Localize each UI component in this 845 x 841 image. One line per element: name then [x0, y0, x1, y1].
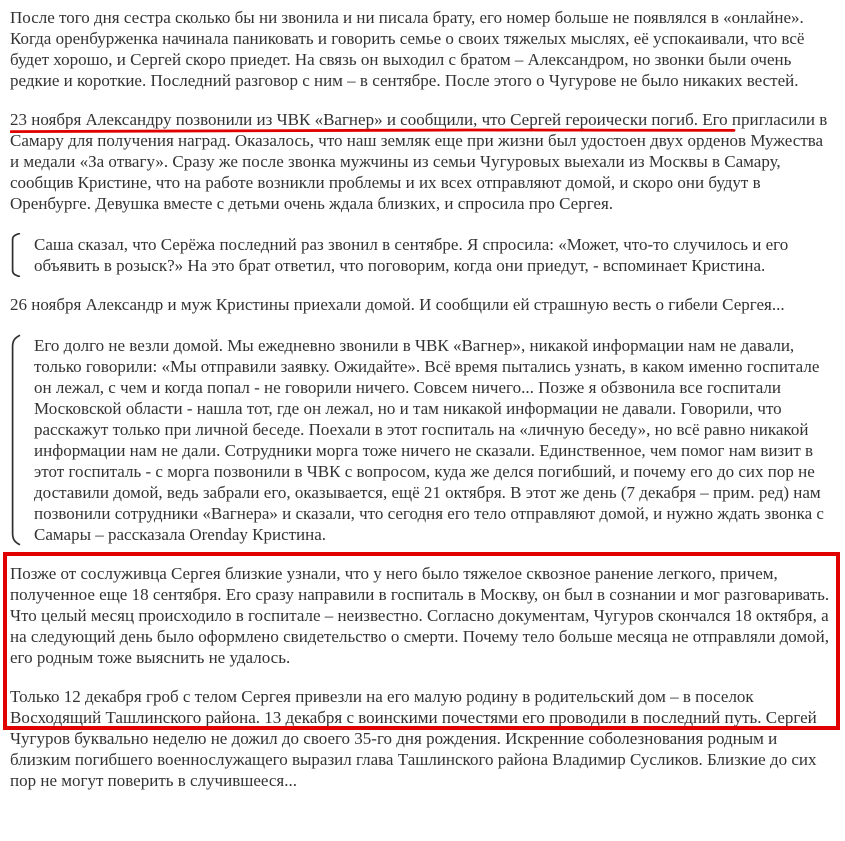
paragraph-wagner-call-wrap	[10, 109, 836, 214]
quote-text: Саша сказал, что Серёжа последний раз звонил в сентябре. Я спросила: «Может, что-то случилось и его объявить в розыск?» На это брат ответил, что поговорим, когда они приедут, - вспоминает Кристина.	[34, 235, 789, 275]
paragraph-wagner-call: 23 ноября Александру позвонили из ЧВК «Вагнер» и сообщили, что Сергей героически погиб. Его пригласили в Самару для получения наград. Оказалось, что наш земляк еще при жизни был удостоен двух орденов Мужества и медали «За отвагу». Сразу же после звонка мужчины из семьи Чугуровых выехали из Москвы в Самару, сообщив Кристине, что на работе возникли проблемы и их всех отправляют домой, и скоро они будут в Оренбурге. Девушка вместе с детьми очень ждала близких, и спросила про Сергея.	[10, 110, 828, 213]
quote-kristina-recalls	[10, 232, 836, 278]
quote-hospital-search	[10, 333, 836, 547]
paragraph-november26: 26 ноября Александр и муж Кристины приехали домой. И сообщили ей страшную весть о гибели Сергея...	[10, 295, 785, 314]
paragraph-funeral: Только 12 декабря гроб с телом Сергея привезли на его малую родину в родительский дом – в поселок Восходящий Ташлинского района. 13 декабря с воинскими почестями его проводили в последний путь. Сергей Чугуров буквально неделю не дожил до своего 35-го дня рождения. Искренние соболезнования родным и близким погибшего военнослужащего выразил глава Ташлинского района Владимир Сусликов. Близкие до сих пор не могут поверить в случившееся...	[10, 687, 817, 790]
article-body	[10, 7, 836, 791]
paragraph-no-contact: После того дня сестра сколько бы ни звонила и ни писала брату, его номер больше не появлялся в «онлайне». Когда оренбурженка начинала паниковать и говорить семье о своих тяжелых мыслях, её успокаивали, что всё будет хорошо, и Сергей скоро приедет. На связь он выходил с братом – Александром, но звонки были очень редкие и короткие. Последний разговор с ним – в сентябре. После этого о Чугурове не было никаких вестей.	[10, 8, 805, 90]
boxed-section	[10, 563, 836, 791]
quote-bracket-icon	[10, 334, 21, 546]
quote-text: Его долго не везли домой. Мы ежедневно звонили в ЧВК «Вагнер», никакой информации нам не давали, только говорили: «Мы отправили заявку. Ожидайте». Всё время пытались узнать, в каком именно госпитале он лежал, с чем и когда попал - не говорили ничего. Совсем ничего... Позже я обзвонила все госпитали Московской области - нашла тот, где он лежал, но и там никакой информации не давали. Говорили, что расскажут только при личной беседе. Поехали в этот госпиталь на «личную беседу», но всё равно никакой информации нам не дали. Сотрудники морга тоже ничего не сказали. Единственное, чем помог нам визит в этот госпиталь - с морга позвонили в ЧВК с вопросом, куда же делся погибший, и почему его до сих пор не доставили домой, ведь забрали его, оказывается, ещё 21 октября. В этот же день (7 декабря – прим. ред) нам позвонили сотрудники «Вагнера» и сказали, что сегодня его тело отправляют домой, и нужно ждать звонка с Самары – рассказала Orenday Кристина.	[34, 336, 824, 544]
paragraph-wound-details: Позже от сослуживца Сергея близкие узнали, что у него было тяжелое сквозное ранение легкого, причем, полученное еще 18 сентября. Его сразу направили в госпиталь в Москву, он был в сознании и мог разговаривать. Что целый месяц происходило в госпитале – неизвестно. Согласно документам, Чугуров скончался 18 октября, а на следующий день было оформлено свидетельство о смерти. Почему тело больше месяца не отправляли домой, его родным тоже выяснить не удалось.	[10, 564, 830, 667]
quote-bracket-icon	[10, 233, 21, 277]
